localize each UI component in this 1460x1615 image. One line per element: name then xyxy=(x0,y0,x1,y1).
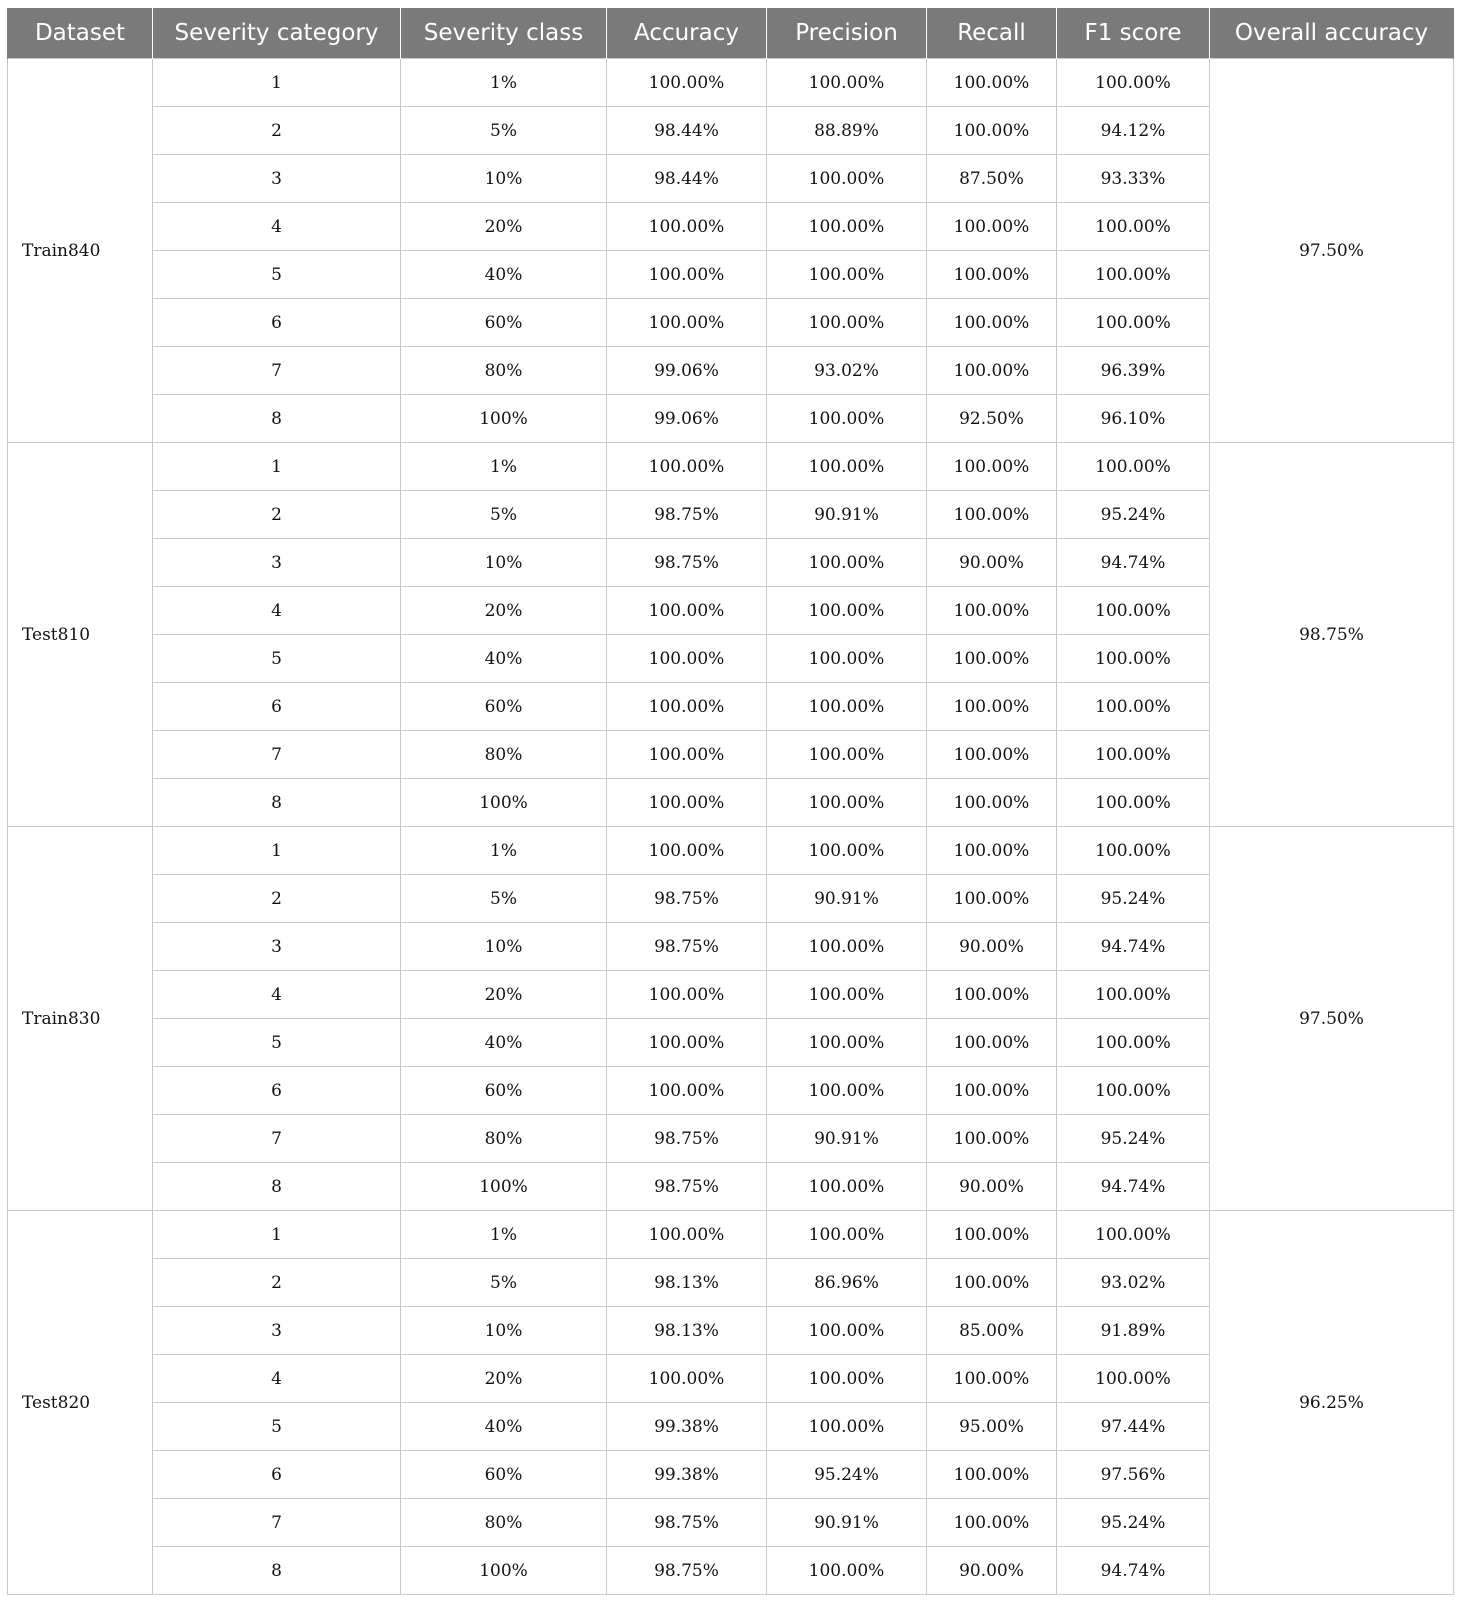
recall-cell: 100.00% xyxy=(927,1067,1057,1115)
f1-score-cell: 100.00% xyxy=(1057,203,1210,251)
precision-cell: 100.00% xyxy=(767,971,927,1019)
severity-category-cell: 7 xyxy=(153,1499,401,1547)
precision-cell: 100.00% xyxy=(767,1019,927,1067)
accuracy-cell: 100.00% xyxy=(607,1355,767,1403)
severity-category-cell: 4 xyxy=(153,587,401,635)
f1-score-cell: 94.74% xyxy=(1057,539,1210,587)
precision-cell: 100.00% xyxy=(767,1547,927,1595)
severity-category-cell: 5 xyxy=(153,251,401,299)
severity-category-cell: 7 xyxy=(153,731,401,779)
recall-cell: 95.00% xyxy=(927,1403,1057,1451)
f1-score-cell: 100.00% xyxy=(1057,827,1210,875)
precision-cell: 100.00% xyxy=(767,443,927,491)
recall-cell: 90.00% xyxy=(927,923,1057,971)
recall-cell: 90.00% xyxy=(927,1163,1057,1211)
recall-cell: 100.00% xyxy=(927,1115,1057,1163)
precision-cell: 90.91% xyxy=(767,1115,927,1163)
accuracy-cell: 100.00% xyxy=(607,59,767,107)
results-table xyxy=(7,8,1454,1595)
recall-cell: 100.00% xyxy=(927,683,1057,731)
severity-class-cell: 1% xyxy=(401,827,607,875)
recall-cell: 90.00% xyxy=(927,539,1057,587)
accuracy-cell: 99.06% xyxy=(607,395,767,443)
severity-category-cell: 1 xyxy=(153,827,401,875)
severity-class-cell: 100% xyxy=(401,1547,607,1595)
precision-cell: 100.00% xyxy=(767,1067,927,1115)
accuracy-cell: 99.38% xyxy=(607,1451,767,1499)
precision-cell: 100.00% xyxy=(767,1307,927,1355)
severity-category-cell: 8 xyxy=(153,395,401,443)
accuracy-cell: 100.00% xyxy=(607,779,767,827)
severity-class-cell: 40% xyxy=(401,1403,607,1451)
accuracy-cell: 100.00% xyxy=(607,683,767,731)
recall-cell: 92.50% xyxy=(927,395,1057,443)
accuracy-cell: 98.44% xyxy=(607,107,767,155)
header-row xyxy=(8,8,1454,59)
precision-cell: 90.91% xyxy=(767,1499,927,1547)
severity-category-cell: 4 xyxy=(153,203,401,251)
severity-category-cell: 6 xyxy=(153,299,401,347)
f1-score-cell: 100.00% xyxy=(1057,1355,1210,1403)
recall-cell: 100.00% xyxy=(927,107,1057,155)
table-body xyxy=(8,59,1454,1595)
precision-cell: 100.00% xyxy=(767,539,927,587)
table-row xyxy=(8,1211,1454,1259)
recall-cell: 100.00% xyxy=(927,1451,1057,1499)
accuracy-cell: 100.00% xyxy=(607,971,767,1019)
severity-category-cell: 4 xyxy=(153,1355,401,1403)
precision-cell: 100.00% xyxy=(767,1355,927,1403)
accuracy-cell: 98.13% xyxy=(607,1259,767,1307)
f1-score-cell: 93.33% xyxy=(1057,155,1210,203)
severity-category-cell: 2 xyxy=(153,875,401,923)
f1-score-cell: 100.00% xyxy=(1057,635,1210,683)
recall-cell: 100.00% xyxy=(927,827,1057,875)
recall-cell: 100.00% xyxy=(927,1259,1057,1307)
precision-cell: 100.00% xyxy=(767,923,927,971)
overall-accuracy-cell: 98.75% xyxy=(1210,443,1454,827)
severity-class-cell: 5% xyxy=(401,107,607,155)
f1-score-cell: 100.00% xyxy=(1057,971,1210,1019)
severity-class-cell: 20% xyxy=(401,971,607,1019)
header-precision: Precision xyxy=(767,8,927,59)
severity-category-cell: 2 xyxy=(153,491,401,539)
f1-score-cell: 94.74% xyxy=(1057,1163,1210,1211)
accuracy-cell: 98.75% xyxy=(607,923,767,971)
overall-accuracy-cell: 96.25% xyxy=(1210,1211,1454,1595)
f1-score-cell: 100.00% xyxy=(1057,587,1210,635)
severity-class-cell: 10% xyxy=(401,1307,607,1355)
severity-category-cell: 2 xyxy=(153,107,401,155)
f1-score-cell: 100.00% xyxy=(1057,731,1210,779)
f1-score-cell: 100.00% xyxy=(1057,1211,1210,1259)
f1-score-cell: 97.56% xyxy=(1057,1451,1210,1499)
precision-cell: 100.00% xyxy=(767,155,927,203)
f1-score-cell: 100.00% xyxy=(1057,443,1210,491)
accuracy-cell: 99.06% xyxy=(607,347,767,395)
accuracy-cell: 100.00% xyxy=(607,1019,767,1067)
f1-score-cell: 100.00% xyxy=(1057,779,1210,827)
f1-score-cell: 94.12% xyxy=(1057,107,1210,155)
severity-class-cell: 5% xyxy=(401,875,607,923)
accuracy-cell: 100.00% xyxy=(607,1211,767,1259)
f1-score-cell: 94.74% xyxy=(1057,923,1210,971)
accuracy-cell: 100.00% xyxy=(607,635,767,683)
severity-class-cell: 20% xyxy=(401,587,607,635)
dataset-cell: Train840 xyxy=(8,59,153,443)
severity-class-cell: 80% xyxy=(401,731,607,779)
recall-cell: 85.00% xyxy=(927,1307,1057,1355)
accuracy-cell: 100.00% xyxy=(607,827,767,875)
recall-cell: 100.00% xyxy=(927,875,1057,923)
severity-category-cell: 6 xyxy=(153,1067,401,1115)
severity-class-cell: 1% xyxy=(401,59,607,107)
severity-category-cell: 3 xyxy=(153,1307,401,1355)
header-severity-category: Severity category xyxy=(153,8,401,59)
severity-class-cell: 1% xyxy=(401,443,607,491)
severity-class-cell: 100% xyxy=(401,779,607,827)
severity-category-cell: 2 xyxy=(153,1259,401,1307)
recall-cell: 100.00% xyxy=(927,1499,1057,1547)
accuracy-cell: 98.75% xyxy=(607,1163,767,1211)
f1-score-cell: 91.89% xyxy=(1057,1307,1210,1355)
precision-cell: 93.02% xyxy=(767,347,927,395)
precision-cell: 90.91% xyxy=(767,875,927,923)
header-accuracy: Accuracy xyxy=(607,8,767,59)
precision-cell: 95.24% xyxy=(767,1451,927,1499)
header-overall-accuracy: Overall accuracy xyxy=(1210,8,1454,59)
precision-cell: 86.96% xyxy=(767,1259,927,1307)
f1-score-cell: 100.00% xyxy=(1057,1067,1210,1115)
severity-category-cell: 1 xyxy=(153,59,401,107)
severity-class-cell: 5% xyxy=(401,1259,607,1307)
accuracy-cell: 100.00% xyxy=(607,443,767,491)
severity-class-cell: 60% xyxy=(401,1067,607,1115)
precision-cell: 100.00% xyxy=(767,1211,927,1259)
header-recall: Recall xyxy=(927,8,1057,59)
f1-score-cell: 95.24% xyxy=(1057,1115,1210,1163)
recall-cell: 100.00% xyxy=(927,491,1057,539)
recall-cell: 100.00% xyxy=(927,203,1057,251)
severity-class-cell: 60% xyxy=(401,1451,607,1499)
f1-score-cell: 100.00% xyxy=(1057,683,1210,731)
table-row xyxy=(8,443,1454,491)
recall-cell: 100.00% xyxy=(927,347,1057,395)
f1-score-cell: 94.74% xyxy=(1057,1547,1210,1595)
accuracy-cell: 98.75% xyxy=(607,1115,767,1163)
recall-cell: 100.00% xyxy=(927,1355,1057,1403)
overall-accuracy-cell: 97.50% xyxy=(1210,59,1454,443)
severity-class-cell: 10% xyxy=(401,539,607,587)
severity-class-cell: 40% xyxy=(401,1019,607,1067)
recall-cell: 100.00% xyxy=(927,731,1057,779)
recall-cell: 100.00% xyxy=(927,251,1057,299)
precision-cell: 100.00% xyxy=(767,779,927,827)
severity-class-cell: 60% xyxy=(401,299,607,347)
accuracy-cell: 100.00% xyxy=(607,251,767,299)
severity-class-cell: 80% xyxy=(401,1115,607,1163)
severity-class-cell: 60% xyxy=(401,683,607,731)
severity-category-cell: 3 xyxy=(153,923,401,971)
severity-class-cell: 10% xyxy=(401,923,607,971)
accuracy-cell: 100.00% xyxy=(607,299,767,347)
recall-cell: 100.00% xyxy=(927,779,1057,827)
severity-category-cell: 6 xyxy=(153,683,401,731)
accuracy-cell: 100.00% xyxy=(607,587,767,635)
severity-category-cell: 8 xyxy=(153,1547,401,1595)
severity-class-cell: 80% xyxy=(401,1499,607,1547)
severity-category-cell: 6 xyxy=(153,1451,401,1499)
accuracy-cell: 98.75% xyxy=(607,491,767,539)
f1-score-cell: 100.00% xyxy=(1057,299,1210,347)
table-row xyxy=(8,59,1454,107)
accuracy-cell: 98.75% xyxy=(607,1499,767,1547)
header-dataset: Dataset xyxy=(8,8,153,59)
f1-score-cell: 96.39% xyxy=(1057,347,1210,395)
severity-category-cell: 5 xyxy=(153,1019,401,1067)
recall-cell: 90.00% xyxy=(927,1547,1057,1595)
severity-category-cell: 8 xyxy=(153,1163,401,1211)
severity-class-cell: 100% xyxy=(401,1163,607,1211)
precision-cell: 100.00% xyxy=(767,251,927,299)
precision-cell: 100.00% xyxy=(767,395,927,443)
severity-category-cell: 3 xyxy=(153,539,401,587)
precision-cell: 90.91% xyxy=(767,491,927,539)
recall-cell: 100.00% xyxy=(927,635,1057,683)
precision-cell: 100.00% xyxy=(767,1163,927,1211)
severity-class-cell: 20% xyxy=(401,1355,607,1403)
accuracy-cell: 98.75% xyxy=(607,875,767,923)
severity-category-cell: 7 xyxy=(153,1115,401,1163)
recall-cell: 100.00% xyxy=(927,587,1057,635)
header-f1-score: F1 score xyxy=(1057,8,1210,59)
accuracy-cell: 98.13% xyxy=(607,1307,767,1355)
severity-category-cell: 7 xyxy=(153,347,401,395)
severity-category-cell: 4 xyxy=(153,971,401,1019)
dataset-cell: Test810 xyxy=(8,443,153,827)
precision-cell: 100.00% xyxy=(767,635,927,683)
precision-cell: 100.00% xyxy=(767,203,927,251)
accuracy-cell: 98.75% xyxy=(607,1547,767,1595)
severity-class-cell: 5% xyxy=(401,491,607,539)
precision-cell: 100.00% xyxy=(767,683,927,731)
precision-cell: 100.00% xyxy=(767,587,927,635)
f1-score-cell: 95.24% xyxy=(1057,491,1210,539)
accuracy-cell: 98.44% xyxy=(607,155,767,203)
f1-score-cell: 100.00% xyxy=(1057,59,1210,107)
results-table-container xyxy=(7,8,1454,1595)
recall-cell: 100.00% xyxy=(927,59,1057,107)
severity-category-cell: 8 xyxy=(153,779,401,827)
severity-category-cell: 1 xyxy=(153,1211,401,1259)
recall-cell: 100.00% xyxy=(927,443,1057,491)
recall-cell: 87.50% xyxy=(927,155,1057,203)
recall-cell: 100.00% xyxy=(927,1019,1057,1067)
precision-cell: 100.00% xyxy=(767,1403,927,1451)
severity-class-cell: 20% xyxy=(401,203,607,251)
severity-class-cell: 80% xyxy=(401,347,607,395)
accuracy-cell: 100.00% xyxy=(607,731,767,779)
severity-category-cell: 5 xyxy=(153,635,401,683)
recall-cell: 100.00% xyxy=(927,299,1057,347)
severity-category-cell: 3 xyxy=(153,155,401,203)
severity-class-cell: 1% xyxy=(401,1211,607,1259)
f1-score-cell: 95.24% xyxy=(1057,1499,1210,1547)
f1-score-cell: 95.24% xyxy=(1057,875,1210,923)
precision-cell: 100.00% xyxy=(767,827,927,875)
precision-cell: 100.00% xyxy=(767,731,927,779)
recall-cell: 100.00% xyxy=(927,1211,1057,1259)
precision-cell: 100.00% xyxy=(767,59,927,107)
severity-category-cell: 1 xyxy=(153,443,401,491)
accuracy-cell: 99.38% xyxy=(607,1403,767,1451)
severity-category-cell: 5 xyxy=(153,1403,401,1451)
severity-class-cell: 10% xyxy=(401,155,607,203)
precision-cell: 100.00% xyxy=(767,299,927,347)
overall-accuracy-cell: 97.50% xyxy=(1210,827,1454,1211)
precision-cell: 88.89% xyxy=(767,107,927,155)
accuracy-cell: 100.00% xyxy=(607,203,767,251)
f1-score-cell: 96.10% xyxy=(1057,395,1210,443)
severity-class-cell: 100% xyxy=(401,395,607,443)
f1-score-cell: 93.02% xyxy=(1057,1259,1210,1307)
f1-score-cell: 100.00% xyxy=(1057,1019,1210,1067)
accuracy-cell: 98.75% xyxy=(607,539,767,587)
recall-cell: 100.00% xyxy=(927,971,1057,1019)
table-row xyxy=(8,827,1454,875)
dataset-cell: Train830 xyxy=(8,827,153,1211)
accuracy-cell: 100.00% xyxy=(607,1067,767,1115)
f1-score-cell: 97.44% xyxy=(1057,1403,1210,1451)
dataset-cell: Test820 xyxy=(8,1211,153,1595)
severity-class-cell: 40% xyxy=(401,251,607,299)
header-severity-class: Severity class xyxy=(401,8,607,59)
severity-class-cell: 40% xyxy=(401,635,607,683)
f1-score-cell: 100.00% xyxy=(1057,251,1210,299)
